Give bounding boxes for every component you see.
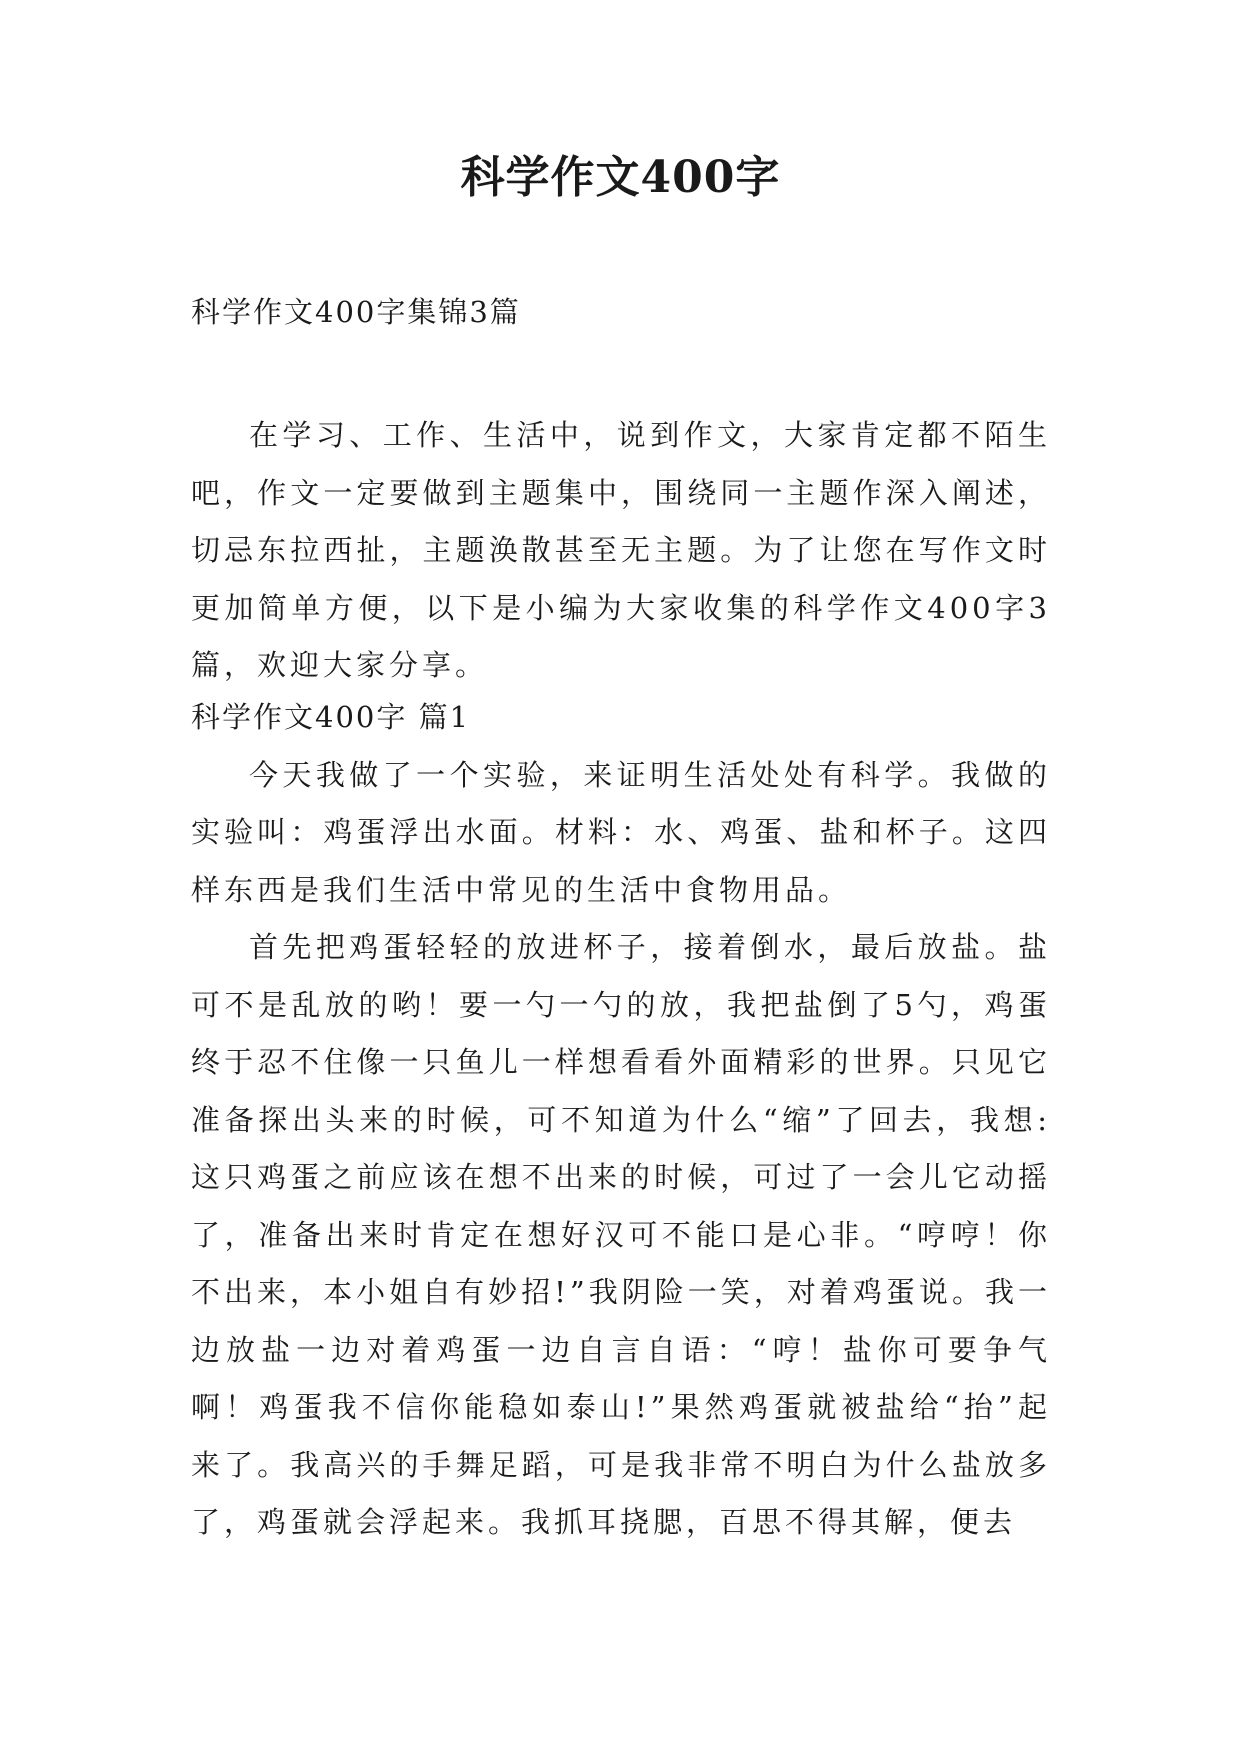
body-paragraph: 今天我做了一个实验，来证明生活处处有科学。我做的实验叫：鸡蛋浮出水面。材料：水、鸡蛋、盐和杯子。这四样东西是我们生活中常见的生活中食物用品。 [191, 757, 1051, 907]
intro-paragraph: 在学习、工作、生活中，说到作文，大家肯定都不陌生吧，作文一定要做到主题集中，围绕同一主题作深入阐述，切忌东拉西扯，主题涣散甚至无主题。为了让您在写作文时更加简单方便，以下是小编为大家收集的科学作文400字3篇，欢迎大家分享。 [191, 418, 1051, 682]
document-subtitle: 科学作文400字集锦3篇 [191, 295, 521, 329]
essay-section-1 [191, 689, 1051, 1552]
document-title: 科学作文400字 [460, 152, 781, 203]
body-paragraph: 首先把鸡蛋轻轻的放进杯子，接着倒水，最后放盐。盐可不是乱放的哟！要一勺一勺的放，我把盐倒了5勺，鸡蛋终于忍不住像一只鱼儿一样想看看外面精彩的世界。只见它准备探出头来的时候，可不知道为什么“缩”了回去，我想:这只鸡蛋之前应该在想不出来的时候，可过了一会儿它动摇了，准备出来时肯定在想好汉可不能口是心非。“哼哼！你不出来，本小姐自有妙招!”我阴险一笑，对着鸡蛋说。我一边放盐一边对着鸡蛋一边自言自语：“哼！盐你可要争气啊！鸡蛋我不信你能稳如泰山!”果然鸡蛋就被盐给“抬”起来了。我高兴的手舞足蹈，可是我非常不明白为什么盐放多了，鸡蛋就会浮起来。我抓耳挠腮，百思不得其解，便去 [191, 930, 1051, 1539]
section-heading: 科学作文400字 篇1 [191, 700, 471, 734]
intro-section [191, 407, 1051, 695]
